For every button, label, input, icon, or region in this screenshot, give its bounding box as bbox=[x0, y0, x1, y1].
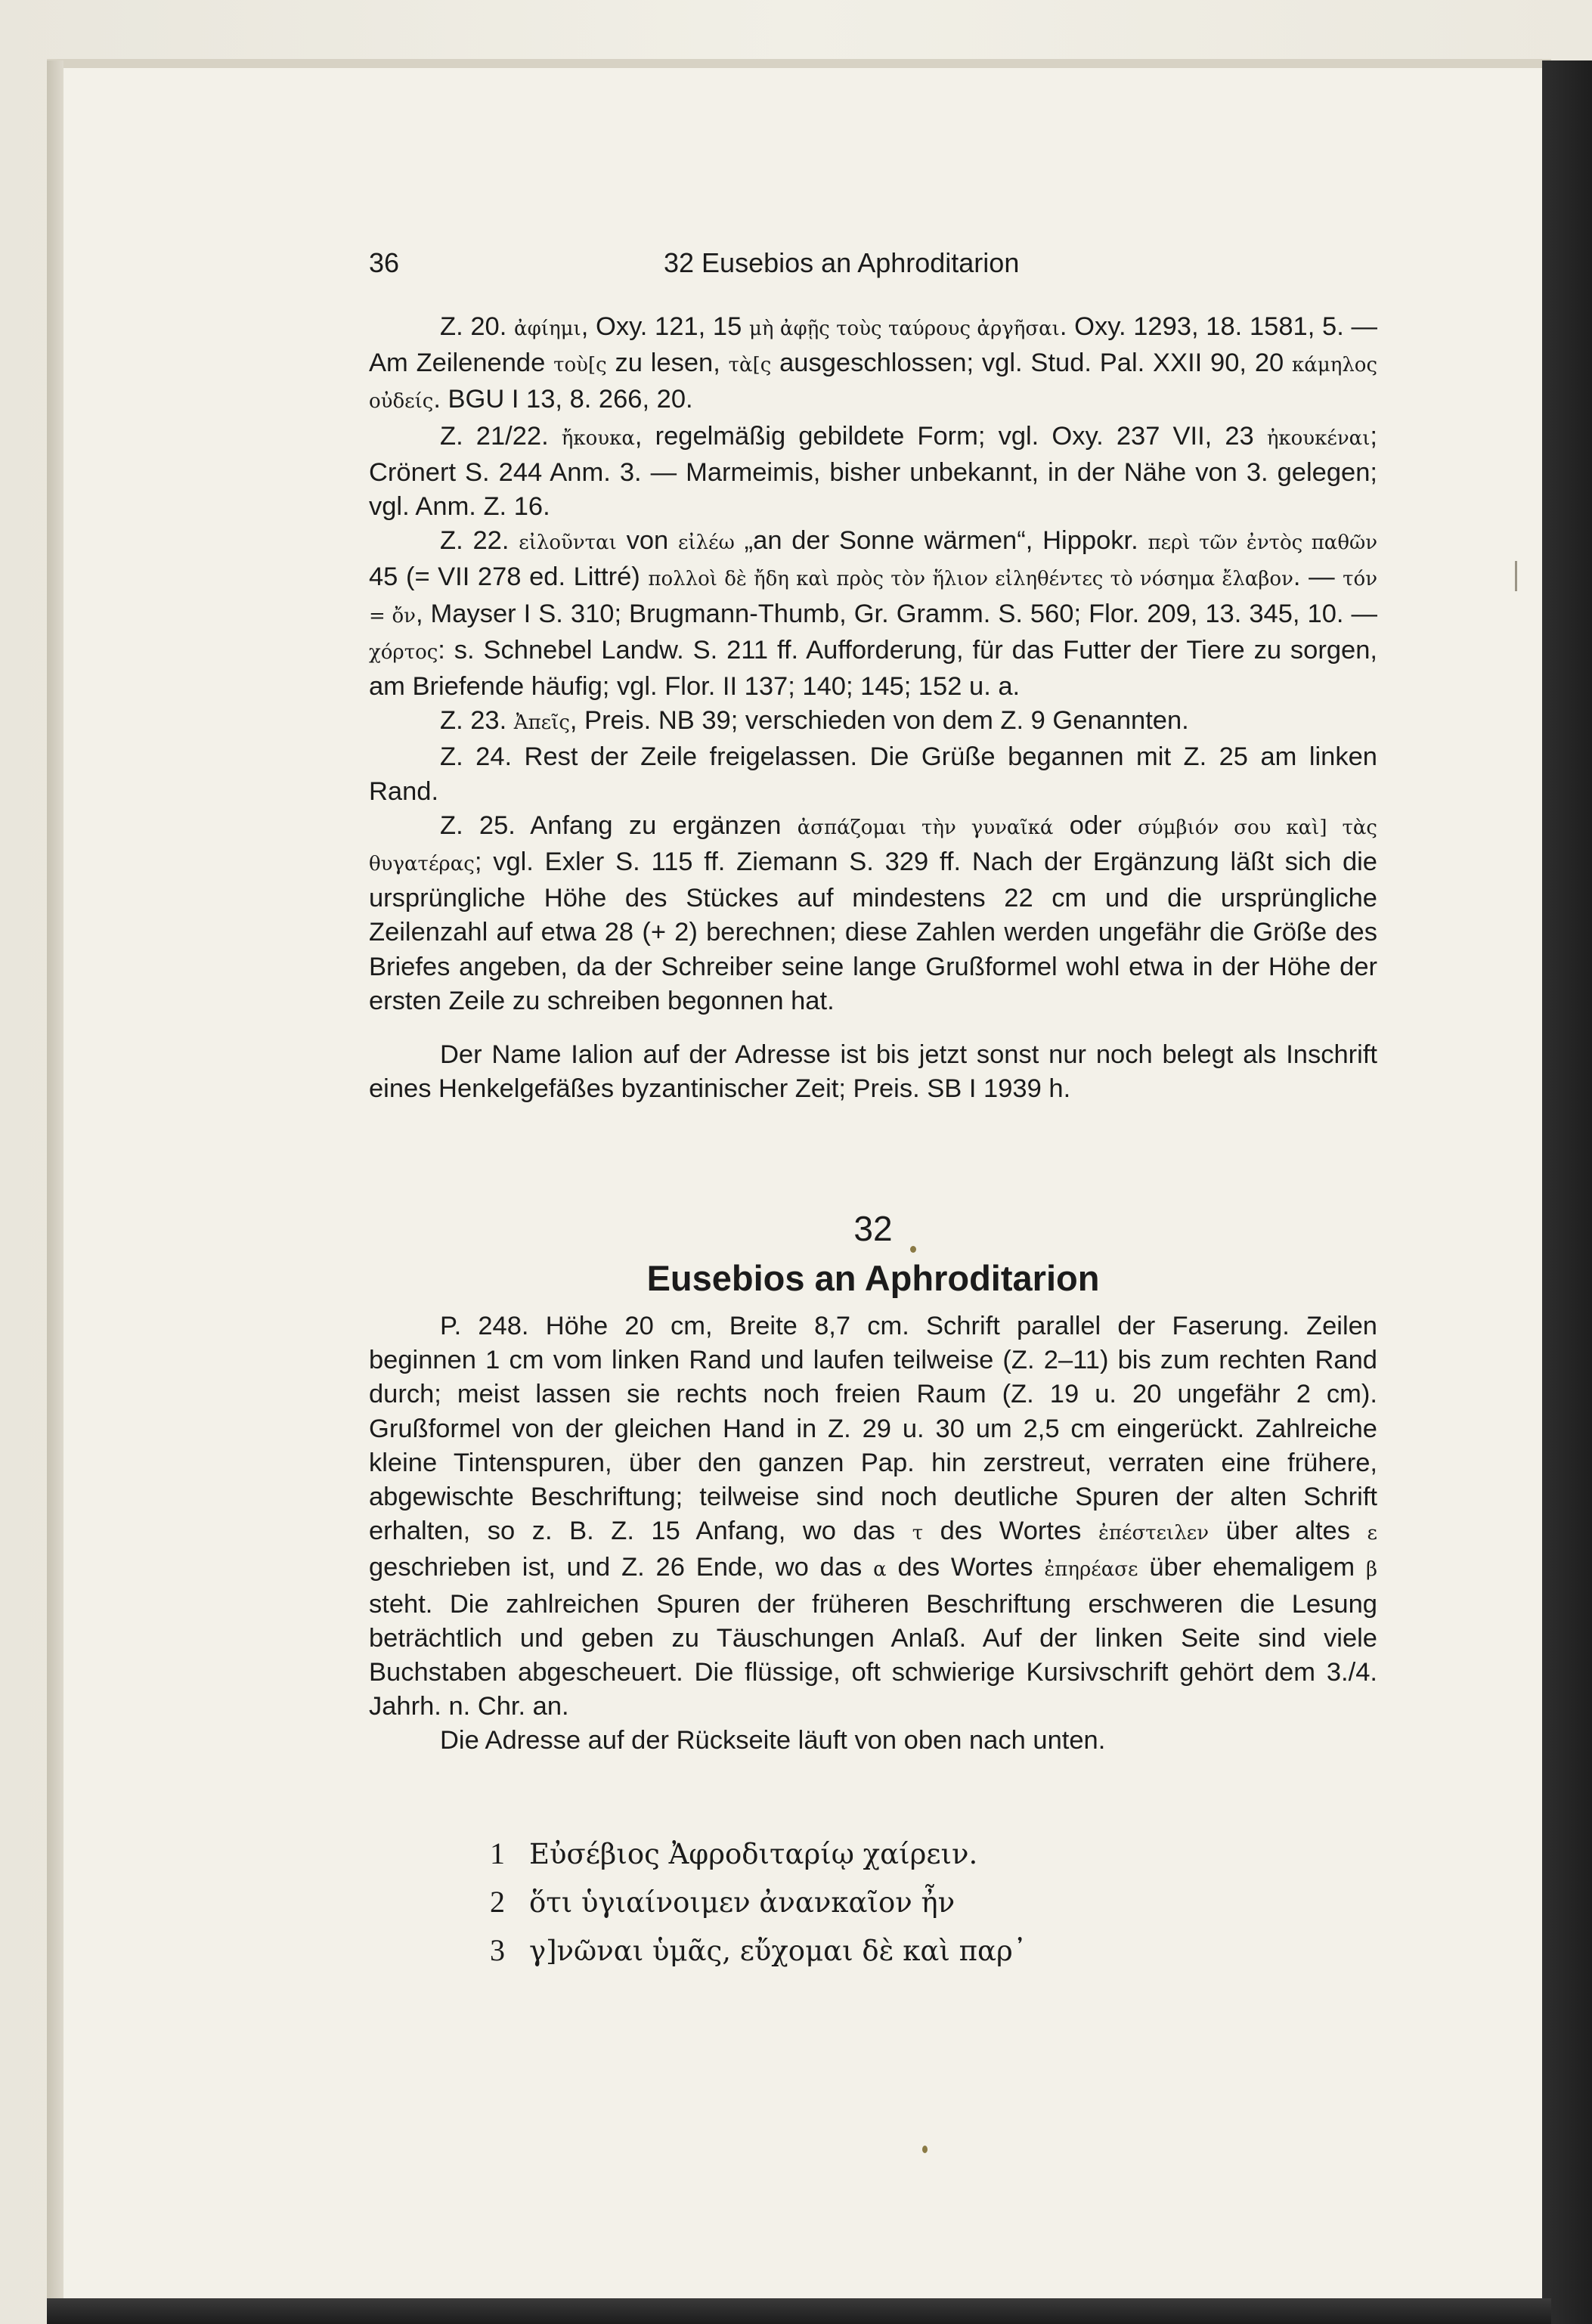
text-run: P. 248. Höhe 20 cm, Breite 8,7 cm. Schrift parallel der Faserung. Zeilen beginnen 1 cm vom linken Rand und laufen teilweise (Z. 2–11) bis zum rechten Rand durch; meist lassen sie rechts noch freien Raum (Z. 19 u. 20 ungefähr 2 cm). Grußformel von der gleichen Hand in Z. 29 u. 30 um 2,5 cm eingerückt. Zahlreiche kleine Tintenspuren, über den ganzen Pap. hin zerstreut, verraten eine frühere, abgewischte Beschriftung; teilweise sind noch deutliche Spuren der alten Schrift erhalten, so z. B. Z. 15 Anfang, wo das bbox=[369, 1312, 1377, 1546]
text-run: , Preis. NB 39; verschieden von dem Z. 9 Genannten. bbox=[569, 706, 1189, 736]
text-run: Z. 24. Rest der Zeile freigelassen. Die Grüße begannen mit Z. 25 am linken Rand. bbox=[369, 742, 1377, 806]
greek-line-text: ὅτι ὑγιαίνοιμεν ἀνανκαῖον ἦν bbox=[529, 1886, 956, 1919]
commentary-paragraph bbox=[369, 524, 1377, 704]
line-number: 3 bbox=[490, 1933, 505, 1967]
description-paragraph bbox=[369, 1724, 1377, 1758]
greek-line bbox=[490, 1830, 1321, 1878]
text-run: steht. Die zahlreichen Spuren der früheren Beschriftung erschweren die Lesung beträchtlich und geben zu Täuschungen Anlaß. Auf der linken Seite sind viele Buchstaben abgescheuert. Die flüssige, oft schwierige Kursivschrift gehört dem 3./4. Jahrh. n. Chr. an. bbox=[369, 1589, 1377, 1721]
text-run: , Mayser I S. 310; Brugmann-Thumb, Gr. Gramm. S. 560; Flor. 209, 13. 345, 10. — bbox=[415, 599, 1377, 628]
page-edge-right bbox=[1542, 60, 1592, 2324]
greek-phrase: ἐπέστειλεν bbox=[1098, 1522, 1209, 1545]
text-run: . Oxy. 1293, 18. 1581, 5. — Am Zeilenende bbox=[369, 312, 1377, 378]
description-paragraph bbox=[369, 1309, 1377, 1724]
line-number: 1 bbox=[490, 1836, 505, 1870]
greek-phrase: εἰλοῦνται bbox=[519, 531, 617, 555]
text-run: über ehemaligem bbox=[1138, 1553, 1366, 1582]
text-run: von bbox=[616, 526, 679, 556]
page-number: 36 bbox=[369, 247, 400, 278]
greek-phrase: ἠκουκέναι bbox=[1266, 426, 1371, 450]
greek-phrase: ἤκουκα bbox=[561, 426, 635, 450]
text-run: Z. 22. bbox=[440, 526, 519, 556]
greek-phrase: τὰ[ς bbox=[728, 354, 772, 377]
text-run: zu lesen, bbox=[606, 349, 729, 378]
greek-phrase: ἀσπάζομαι τὴν γυναῖκά bbox=[797, 816, 1054, 839]
text-run: 45 (= VII 278 ed. Littré) bbox=[369, 562, 649, 592]
text-run: Z. 21/22. bbox=[440, 421, 562, 451]
text-run: Der Name Ialion auf der Adresse ist bis jetzt sonst nur noch belegt als Inschrift eines Henkelgefäßes byzantinischer Zeit; Preis. SB I 1939 h. bbox=[369, 1040, 1377, 1104]
greek-phrase: ἐπηρέασε bbox=[1044, 1558, 1138, 1582]
commentary-paragraph bbox=[369, 704, 1377, 740]
text-run: , regelmäßig gebildete Form; vgl. Oxy. 237 VII, 23 bbox=[634, 421, 1267, 451]
greek-phrase: α bbox=[873, 1558, 887, 1582]
greek-phrase: μὴ ἀφῇς τοὺς ταύρους ἀργῆσαι bbox=[749, 318, 1060, 340]
commentary-paragraph bbox=[369, 809, 1377, 1018]
page-edge-bottom bbox=[47, 2298, 1551, 2324]
greek-line-text: Εὐσέβιος Ἀφροδιταρίῳ χαίρειν. bbox=[529, 1838, 978, 1870]
greek-phrase: τόν = ὄν bbox=[369, 568, 1377, 627]
line-number: 2 bbox=[490, 1885, 505, 1919]
greek-phrase: κάμηλος οὐδείς bbox=[369, 354, 1378, 414]
greek-phrase: ε bbox=[1367, 1522, 1377, 1545]
papyrus-description bbox=[369, 1309, 1377, 1758]
text-run: ; Crönert S. 244 Anm. 3. — Marmeimis, bisher unbekannt, in der Nähe von 3. gelegen; vgl. Anm. Z. 16. bbox=[369, 421, 1377, 522]
text-run: des Wortes bbox=[923, 1517, 1098, 1546]
greek-phrase: τοὺ[ς bbox=[553, 354, 607, 377]
greek-phrase: πολλοὶ δὲ ἤδη καὶ πρὸς τὸν ἥλιον εἰληθέντες τὸ νόσημα ἔλαβον bbox=[648, 568, 1293, 591]
commentary-paragraph bbox=[369, 420, 1377, 525]
greek-phrase: β bbox=[1365, 1558, 1377, 1582]
commentary-notes bbox=[369, 310, 1377, 1106]
text-run: über altes bbox=[1209, 1517, 1367, 1546]
greek-phrase: Ἀπεῖς bbox=[513, 711, 570, 735]
greek-phrase: τ bbox=[912, 1522, 924, 1545]
text-run: : s. Schnebel Landw. S. 211 ff. Aufforderung, für das Futter der Tiere zu sorgen, am Briefende häufig; vgl. Flor. II 137; 140; 145; 152 u. a. bbox=[369, 635, 1377, 702]
ink-speck bbox=[910, 1246, 916, 1253]
text-run: Z. 25. Anfang zu ergänzen bbox=[440, 810, 798, 840]
text-run: . — bbox=[1293, 562, 1343, 592]
greek-phrase: σύμβιόν σου καὶ] τὰς θυγατέρας bbox=[369, 816, 1377, 876]
greek-line-text: γ]νῶναι ὑμᾶς, εὔχομαι δὲ καὶ παρ᾿ bbox=[529, 1935, 1027, 1967]
text-run: , Oxy. 121, 15 bbox=[581, 312, 750, 341]
greek-phrase: χόρτος bbox=[369, 640, 438, 664]
text-run: geschrieben ist, und Z. 26 Ende, wo das bbox=[369, 1553, 874, 1582]
text-run: „an der Sonne wärmen“, Hippokr. bbox=[734, 526, 1148, 556]
text-run: ausgeschlossen; vgl. Stud. Pal. XXII 90, 20 bbox=[771, 349, 1293, 378]
greek-line bbox=[490, 1878, 1321, 1926]
commentary-paragraph bbox=[369, 310, 1377, 420]
margin-mark bbox=[1515, 561, 1517, 591]
text-run: Z. 23. bbox=[440, 706, 514, 736]
greek-phrase: ἀφίημι bbox=[514, 318, 581, 340]
greek-phrase: περὶ τῶν ἐντὸς παθῶν bbox=[1148, 531, 1378, 555]
greek-line bbox=[490, 1926, 1321, 1975]
section-title: Eusebios an Aphroditarion bbox=[646, 1258, 1100, 1298]
text-run: . BGU I 13, 8. 266, 20. bbox=[433, 385, 693, 414]
commentary-paragraph bbox=[369, 1038, 1377, 1106]
text-run: Die Adresse auf der Rückseite läuft von oben nach unten. bbox=[440, 1726, 1106, 1755]
text-run: oder bbox=[1053, 810, 1138, 840]
greek-edition-text bbox=[490, 1830, 1321, 1975]
page-edge-top bbox=[47, 59, 1551, 68]
page-edge-left bbox=[47, 60, 63, 2298]
text-run: des Wortes bbox=[886, 1553, 1045, 1582]
text-run: Z. 20. bbox=[440, 312, 515, 341]
ink-speck bbox=[922, 2146, 928, 2153]
text-run: ; vgl. Exler S. 115 ff. Ziemann S. 329 ff. Nach der Ergänzung läßt sich die ursprüngliche Höhe des Stückes auf mindestens 22 cm und die ursprüngliche Zeilenzahl auf etwa 28 (+ 2) berechnen; diese Zahlen werden ungefähr die Größe des Briefes angeben, da der Schreiber seine lange Grußformel wohl etwa in der Höhe der ersten Zeile zu schreiben begonnen hat. bbox=[369, 847, 1377, 1015]
commentary-paragraph bbox=[369, 740, 1377, 808]
running-head bbox=[369, 246, 1377, 280]
greek-phrase: εἰλέω bbox=[678, 531, 735, 555]
running-head-title: 32 Eusebios an Aphroditarion bbox=[664, 247, 1020, 278]
section-number: 32 bbox=[853, 1209, 893, 1248]
